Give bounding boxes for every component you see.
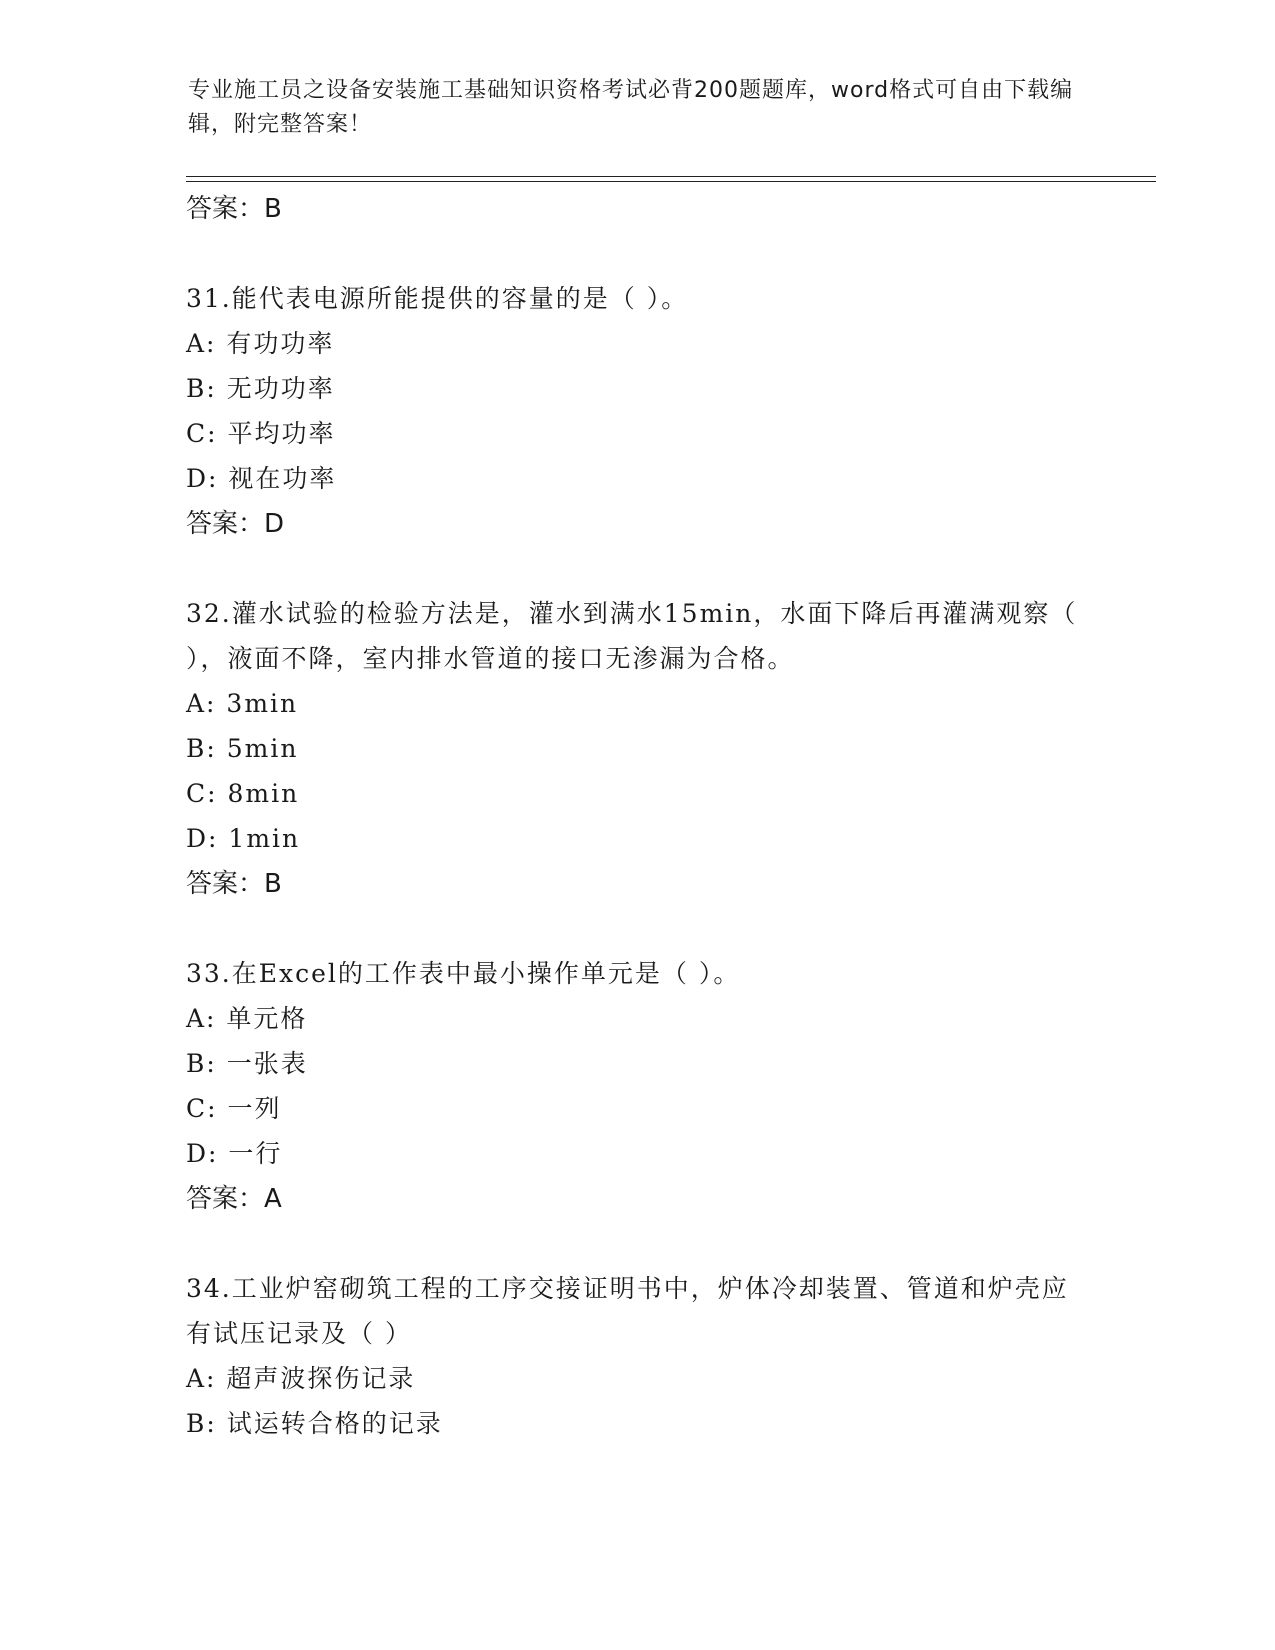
question-text: 33.在Excel的工作表中最小操作单元是（ ）。 [186, 959, 741, 988]
option-a: A: 有功功率 [186, 329, 335, 358]
option-d: D: 1min [186, 824, 301, 853]
answer-line: 答案：D [186, 509, 285, 539]
document-header [188, 74, 1088, 142]
header-text: 专业施工员之设备安装施工基础知识资格考试必背200题题库，word格式可自由下载编辑，附完整答案！ [188, 78, 1074, 137]
option-d: D: 一行 [186, 1139, 283, 1168]
question-text: 34.工业炉窑砌筑工程的工序交接证明书中，炉体冷却装置、管道和炉壳应有试压记录及（ ） [186, 1274, 1069, 1348]
option-a: A: 单元格 [186, 1004, 308, 1033]
option-b: B: 5min [186, 734, 299, 763]
option-a: A: 3min [186, 689, 299, 718]
option-c: C: 平均功率 [186, 419, 336, 448]
question-text: 31.能代表电源所能提供的容量的是（ ）。 [186, 284, 689, 313]
option-a: A: 超声波探伤记录 [186, 1364, 416, 1393]
question-text: 32.灌水试验的检验方法是，灌水到满水15min，水面下降后再灌满观察（ ），液面不降，室内排水管道的接口无渗漏为合格。 [186, 599, 1078, 673]
option-b: B: 无功功率 [186, 374, 335, 403]
option-d: D: 视在功率 [186, 464, 337, 493]
option-b: B: 一张表 [186, 1049, 308, 1078]
question-31 [186, 276, 1086, 547]
question-32 [186, 591, 1086, 907]
answer-line: 答案：B [186, 194, 282, 224]
header-divider-top [186, 176, 1156, 177]
document-body [186, 186, 1086, 1446]
header-divider-bottom [186, 181, 1156, 182]
answer-line: 答案：A [186, 1184, 282, 1214]
option-c: C: 8min [186, 779, 300, 808]
answer-line: 答案：B [186, 869, 282, 899]
option-c: C: 一列 [186, 1094, 282, 1123]
question-34 [186, 1266, 1086, 1446]
question-33 [186, 951, 1086, 1222]
option-b: B: 试运转合格的记录 [186, 1409, 443, 1438]
